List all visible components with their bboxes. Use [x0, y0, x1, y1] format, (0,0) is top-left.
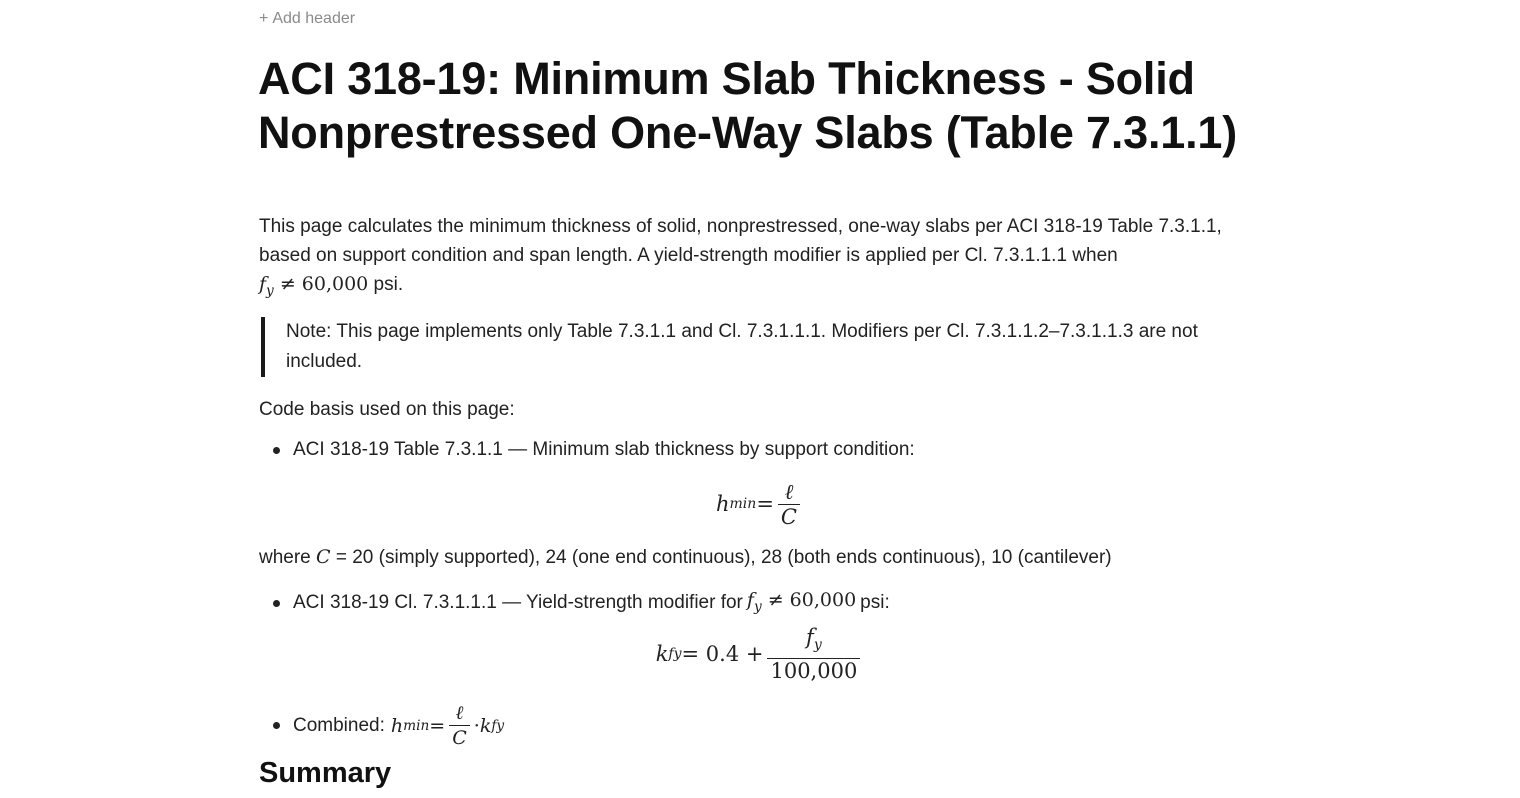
- bullet-dot: [273, 600, 280, 607]
- intro-text: This page calculates the minimum thickness of solid, nonprestressed, one-way slabs per ACI 318-19 Table 7.3.1.1, based on support condition and span length. A yield-strength modifier is applied per Cl. 7.3.1.1.1 when: [259, 216, 1222, 266]
- list-item-modifier: ACI 318-19 Cl. 7.3.1.1.1 — Yield-strength modifier for $f_y \ne 60,000$ psi:: [273, 586, 890, 621]
- list-item-text: ACI 318-19 Table 7.3.1.1 — Minimum slab thickness by support condition:: [293, 439, 915, 460]
- bullet-dot: [273, 447, 280, 454]
- code-basis-label: Code basis used on this page:: [259, 399, 515, 420]
- list-item-combined: [273, 702, 504, 749]
- list-item-text: ACI 318-19 Cl. 7.3.1.1.1 — Yield-strength modifier for: [293, 592, 743, 614]
- where-line: where C = 20 (simply supported), 24 (one end continuous), 28 (both ends continuous), 10 (cantilever): [259, 546, 1112, 568]
- bullet-dot: [273, 722, 280, 729]
- combined-equation: h min = $\frac{\text{ℓ}}{C}$ · k fy: [390, 702, 505, 749]
- kfy-equation: k fy = 0.4 + $\frac{f_y}{100,000}$: [0, 626, 1520, 682]
- fy-inequality: $f_y \ne 60,000$: [746, 589, 857, 615]
- list-item-table: [273, 436, 915, 464]
- intro-paragraph: [259, 212, 1259, 306]
- hmin-equation: h min = $\frac{\text{ℓ}}{C}$: [0, 476, 1520, 532]
- plus-icon: +: [259, 10, 269, 27]
- fy-over-100000-fraction: $\frac{f_y}{100,000}$: [767, 626, 860, 681]
- add-header-label: Add header: [272, 10, 356, 27]
- page-title: ACI 318-19: Minimum Slab Thickness - Solid Nonprestressed One-Way Slabs (Table 7.3.1.1): [258, 53, 1238, 158]
- list-item-text: Combined:: [293, 714, 385, 736]
- add-header-button[interactable]: [259, 10, 355, 28]
- summary-heading: Summary: [259, 757, 392, 789]
- note-blockquote: Note: This page implements only Table 7.3.1.1 and Cl. 7.3.1.1.1. Modifiers per Cl. 7.3.1.1.2–7.3.1.1.3 are not included.: [261, 317, 1201, 377]
- intro-unit: psi.: [368, 274, 404, 295]
- ell-over-c-fraction: $\frac{\text{ℓ}}{C}$: [778, 481, 800, 528]
- intro-math: $f_y \ne 60,000$: [259, 273, 369, 299]
